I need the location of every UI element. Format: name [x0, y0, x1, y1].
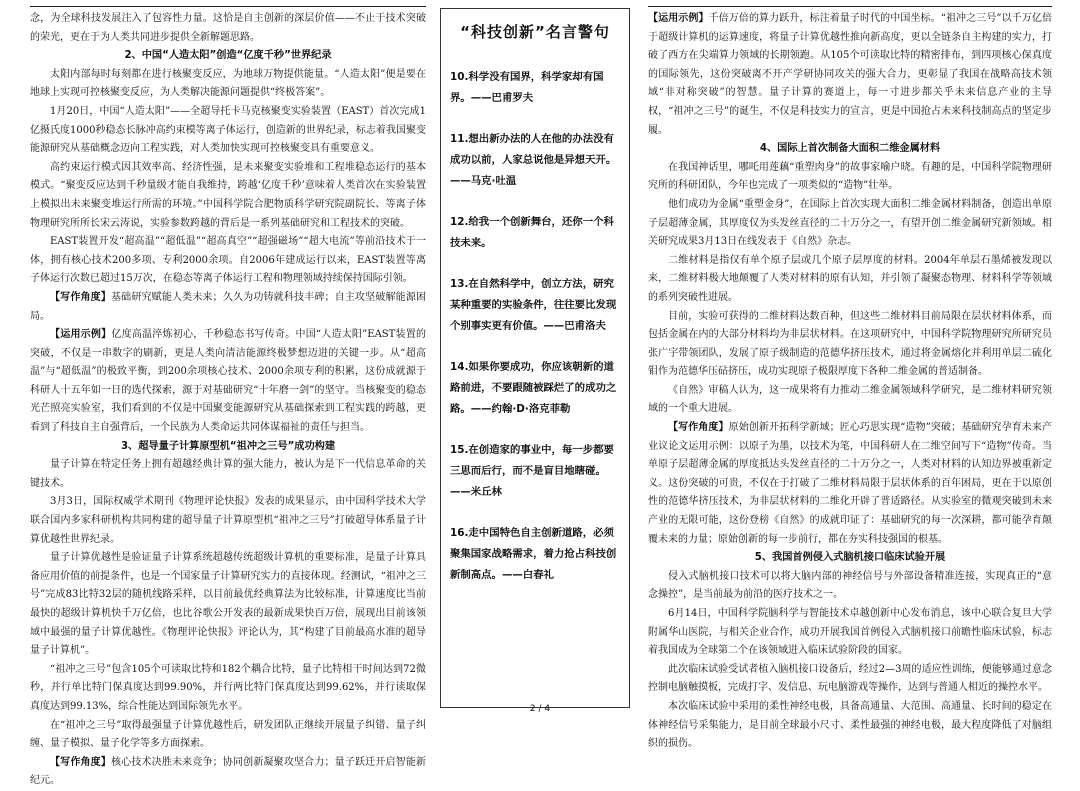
paragraph-text: 1月20日，中国“人造太阳”——全超导托卡马克核聚变实验装置（EAST）首次完成1亿摄氏度1000秒稳态长脉冲高约束模等离子体运行，创造新的世界纪录，标志着我国聚变能源研究从基础概念迈向工程实践，对人类加快实现可控核聚变具有重要意义。 — [30, 105, 426, 155]
paragraph-text: 本次临床试验中采用的柔性神经电极，具备高通量、大范围、高通量、长时间的稳定在体神经信号采集能力，是目前全球最小尺寸、柔性最强的神经电极，最大程度降低了对脑组织的损伤。 — [648, 700, 1052, 750]
paragraph — [30, 103, 426, 159]
paragraph — [30, 66, 426, 103]
paragraph-text: 核心技术决胜未来竞争；协同创新凝聚攻坚合力；量子跃迁开启智能新纪元。 — [30, 756, 426, 787]
paragraph-text: 6月14日，中国科学院脑科学与智能技术卓越创新中心发布消息，该中心联合复旦大学附属华山医院，与相关企业合作，成功开展我国首例侵入式脑机接口前瞻性临床试验，标志着我国成为全球第二个在该领域进入临床试验阶段的国家。 — [648, 608, 1052, 657]
quote-box — [440, 8, 630, 708]
right-column — [648, 10, 1052, 754]
paragraph-text: 3月3日，国际权威学术期刊《物理评论快报》发表的成果显示，由中国科学技术大学联合国内多家科研机构共同构建的超导量子计算原型机“祖冲之三号”打破超导体系量子计算优越性世界纪录。 — [30, 496, 426, 545]
paragraph — [648, 568, 1052, 605]
paragraph-text: 在“祖冲之三号”取得最强量子计算优越性后，研发团队正继续开展量子纠错、量子纠缠、量子模拟、量子化学等多方面探索。 — [30, 719, 426, 750]
quote-item: 13.在自然科学中，创立方法，研究某种重要的实验条件，往往要比发现个别事实更有价值。——巴甫洛夫 — [450, 278, 617, 332]
paragraph — [30, 456, 426, 493]
paragraph-text: 原始创新开拓科学新域；匠心巧思实现“造物”突破；基础研究孕育未来产业议论文运用示例：以原子为墨，以技术为笔，中国科研人在二维空间写下“造物”传奇。当单原子层超薄金属的厚度抵达头发丝直径的二十万分之一，人类对材料的认知边界被重新定义。这份突破的可贵，不仅在于打破了二维材料局限于层状体系的百年困局，更在于以原创性的范德华挤压技术，为非层状材料的二维化开辟了普适路径。从实验室的微观突破到未来产业的无限可能，这份登榜《自然》的成就印证了：基础研究的每一次深耕，都可能孕育颠覆未来的力量；原始创新的每一步前行，都在夯实科技强国的根基。 — [648, 422, 1053, 545]
section-heading: 2、中国“人造太阳”创造“亿度千秒”世界纪录 — [124, 50, 332, 62]
paragraph-text: 量子计算优越性是验证量子计算系统超越传统超级计算机的重要标准，是量子计算具备应用价值的前提条件，也是一个国家量子计算研究实力的直接体现。经测试，“祖冲之三号”完成83比特32层的随机线路采样，以目前最优经典算法为比较标准，计算速度比当前最快的超级计算机快千万亿倍，也比谷歌公开发表的最新成果快百万倍，展现出目前该领域中最强的量子计算优越性。《物理评论快报》评论认为，其“构建了目前最高水准的超导量子计算机”。 — [30, 552, 426, 657]
paragraph-text: 量子计算在特定任务上拥有超越经典计算的强大能力，被认为是下一代信息革命的关键技术。 — [30, 459, 426, 489]
paragraph-text: EAST装置开发“超高温”“超低温”“超高真空”“超强磁场”“超大电流”等前沿技术于一体，拥有核心技术200多项、专利2000余项。自2006年建成运行以来，EAST装置等离子体运行次数已超过15万次，在稳态等离子体运行工程和物理领域持续保持国际引领。 — [30, 236, 426, 285]
paragraph-text: 此次临床试验受试者植入脑机接口设备后，经过2—3周的适应性训练，便能够通过意念控制电脑触摸板，完成打字、发信息、玩电脑游戏等操作，达到与普通人相近的操控水平。 — [648, 663, 1052, 694]
quote-item: 10.科学没有国界，科学家却有国界。——巴甫罗夫 — [450, 71, 604, 104]
paragraph — [648, 308, 1052, 382]
paragraph-text: 侵入式脑机接口技术可以将大脑内部的神经信号与外部设备精准连接，实现真正的“意念操控”，是当前最为前沿的医疗技术之一。 — [648, 570, 1052, 601]
paragraph-text: 高约束运行模式因其效率高、经济性强，是未来聚变实验堆和工程堆稳态运行的基本模式。“聚变反应达到千秒量级才能自我维持，跨越‘亿度千秒’意味着人类首次在实验装置上模拟出未来聚变堆运行所需的环境。”中国科学院合肥物质科学研究院副院长、等离子体物理研究所所长宋云涛说，实验参数跨越的背后是一系列基础研究和工程技术的突破。 — [30, 161, 426, 229]
annotated-paragraph — [30, 326, 426, 438]
paragraph — [30, 717, 426, 754]
paragraph — [30, 549, 426, 661]
quote-item: 14.如果你要成功，你应该朝新的道路前进，不要跟随被踩烂了的成功之路。——约翰·D·洛克菲勒 — [450, 361, 617, 415]
paragraph-tag: 【运用示例】 — [50, 329, 112, 341]
paragraph-text: 他们成功为金属“重塑金身”，在国际上首次实现大面积二维金属材料制备，创造出单原子层超薄金属，其厚度仅为头发丝直径的二十万分之一，有望开创二维金属研究新领域。相关研究成果3月13日在线发表于《自然》杂志。 — [648, 198, 1052, 248]
paragraph-text: 亿度高温淬炼初心，千秒稳态书写传奇。中国“人造太阳”EAST装置的突破，不仅是一串数字的刷新，更是人类向清洁能源终极梦想迈进的关键一步。从“超高温”与“超低温”的极致平衡，到200余项核心技术、2000余项专利的积累，这份成就源于科研人十五年如一日的选代探索，源于对基础研究“十年磨一剑”的坚守。当核聚变的稳态光芒照亮实验室，我们看到的不仅是中国聚变能源研究从基础探索到工程实践的跨越，更看到了科技自主自强背后，一个民族为人类命运共同体谋福祉的责任与担当。 — [30, 329, 426, 434]
paragraph — [30, 233, 426, 289]
top-rule-left — [30, 6, 426, 7]
left-column — [30, 10, 426, 791]
quote-box-title: “科技创新”名言警句 — [460, 23, 610, 41]
section-heading: 4、国际上首次制备大面积二维金属材料 — [759, 143, 941, 155]
annotated-paragraph — [30, 754, 426, 791]
paragraph — [648, 159, 1052, 196]
paragraph-tag: 【写作角度】 — [50, 291, 111, 303]
paragraph — [648, 661, 1052, 698]
paragraph — [30, 493, 426, 549]
paragraph — [648, 196, 1052, 252]
paragraph-tag: 【运用示例】 — [648, 13, 709, 24]
paragraph — [648, 605, 1052, 661]
quote-item: 11.想出新办法的人在他的办法没有成功以前，人家总说他是异想天开。——马克·吐温 — [450, 133, 617, 187]
annotated-paragraph — [648, 10, 1052, 140]
paragraph-text: 基础研究赋能人类未来；久久为功铸就科技丰碑；自主攻坚破解能源困局。 — [30, 291, 426, 322]
annotated-paragraph — [30, 289, 426, 326]
quote-item: 15.在创造家的事业中，每一步都要三思而后行，而不是盲目地瞎碰。——米丘林 — [450, 444, 614, 498]
paragraph-text: 念，为全球科技发展注入了包容性力量。这恰是自主创新的深层价值——不止于技术突破的荣光，更在于为人类共同进步提供全新解题思路。 — [30, 13, 426, 43]
paragraph-text: 《自然》审稿人认为，这一成果将有力推动二维金属领域科学研究，是二维材料研究领域的一个重大进展。 — [648, 384, 1052, 415]
paragraph-tag: 【写作角度】 — [50, 756, 111, 768]
paragraph — [648, 252, 1052, 308]
quote-item: 12.给我一个创新舞台，还你一个科技未来。 — [450, 216, 614, 249]
paragraph-text: “祖冲之三号”包含105个可读取比特和182个耦合比特，量子比特相干时间达到72微秒，并行单比特门保真度达到99.90%，并行两比特门保真度达到99.62%，并行读取保真度达到99.13%，综合性能达到国际领先水平。 — [30, 663, 426, 712]
paragraph — [30, 159, 426, 233]
paragraph-text: 太阳内部每时每刻都在进行核聚变反应，为地球万物提供能量。“人造太阳”便是要在地球上实现可控核聚变反应，为人类解决能源问题提供“终极答案”。 — [30, 68, 426, 99]
paragraph-text: 二维材料是指仅有单个原子层或几个原子层厚度的材料。2004年单层石墨烯被发现以来，二维材料极大地颠覆了人类对材料的原有认知，并引领了凝聚态物理、材料科学等领域的系列突破性进展。 — [648, 254, 1052, 303]
page-number: 2 / 4 — [529, 704, 551, 714]
annotated-paragraph — [648, 419, 1052, 549]
paragraph-text: 千倍万倍的算力跃升，标注着量子时代的中国坐标。“祖冲之三号”以千万亿倍于超级计算机的运算速度，将量子计算优越性推向新高度，更以全链条自主构建的实力，打破了西方在尖端算力领域的长期领跑。从105个可读取比特的精密排布，到四项核心保真度的国际领先，这份突破离不开产学研协同攻关的强大合力，更彰显了我国在战略高技术领域“非对称突破”的智慧。量子计算的赛道上，每一寸进步都关乎未来信息产业的主导权，“祖冲之三号”的诞生，不仅是科技实力的宣言，更是中国抢占未来科技制高点的坚定步履。 — [648, 13, 1053, 136]
paragraph-tag: 【写作角度】 — [668, 422, 729, 434]
quote-list — [450, 67, 622, 606]
quote-item: 16.走中国特色自主创新道路，必须聚集国家战略需求，着力抢占科技创新制高点。——白春礼 — [450, 527, 617, 581]
top-rule-right — [648, 6, 1052, 7]
section-heading: 5、我国首例侵入式脑机接口临床试验开展 — [754, 552, 946, 564]
section-heading: 3、超导量子计算原型机“祖冲之三号”成功构建 — [120, 440, 336, 452]
paragraph — [648, 382, 1052, 419]
paragraph — [30, 10, 426, 47]
paragraph-text: 在我国神话里，哪吒用莲藕“重塑肉身”的故事家喻户晓。有趣的是，中国科学院物理研究所的科研团队，今年也完成了一项类似的“造物”壮举。 — [648, 161, 1052, 192]
paragraph-text: 目前，实验可获得的二维材料达数百种，但这些二维材料目前局限在层状材料体系，而包括金属在内的大部分材料均为非层状材料。在这项研究中，中国科学院物理研究所研究员张广宇带领团队，发展了原子级制造的范德华挤压技术，通过将金属熔化并利用单层二硫化钼作为范德华压砧挤压，成功实现原子极限厚度下各种二维金属的普适制备。 — [648, 310, 1052, 378]
